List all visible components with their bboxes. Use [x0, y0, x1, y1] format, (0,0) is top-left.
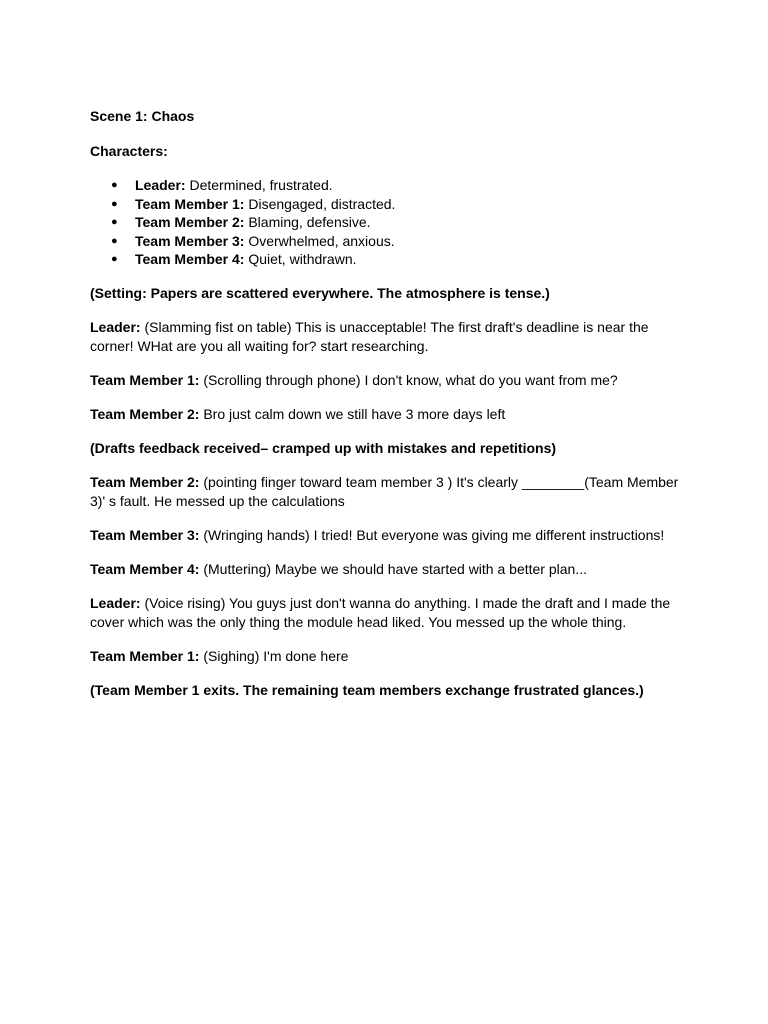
bullet-icon: ● — [111, 197, 118, 210]
character-desc: Quiet, withdrawn. — [244, 251, 357, 267]
character-desc: Blaming, defensive. — [244, 214, 371, 230]
speaker-label: Team Member 1: — [90, 371, 200, 388]
dialogue-line — [90, 405, 690, 424]
dialogue-text: Bro just calm down we still have 3 more days left — [199, 405, 506, 422]
bullet-icon: ● — [111, 179, 118, 191]
dialogue-line — [90, 594, 690, 632]
list-item — [90, 232, 690, 251]
speaker-label: Team Member 1: — [90, 647, 200, 664]
speaker-label: Team Member 2: — [90, 473, 200, 490]
character-name: Leader: — [135, 177, 186, 193]
stage-direction-setting: (Setting: Papers are scattered everywhere. The atmosphere is tense.) — [90, 284, 550, 301]
dialogue-line — [90, 318, 690, 356]
dialogue-text: (Slamming fist on table) This is unacceptable! The first draft's deadline is near the corner! WHat are you all waiting for? start researching. — [90, 318, 649, 354]
speaker-label: Team Member 2: — [90, 405, 200, 422]
scene-title: Scene 1: Chaos — [90, 108, 195, 124]
dialogue-text: (pointing finger toward team member 3 ) It's clearly ________(Team Member 3)' s fault. He messed up the calculations — [90, 473, 679, 509]
list-item — [90, 195, 690, 214]
dialogue-text: (Scrolling through phone) I don't know, what do you want from me? — [199, 371, 618, 388]
speaker-label: Team Member 4: — [90, 560, 200, 577]
stage-direction-feedback: (Drafts feedback received– cramped up with mistakes and repetitions) — [90, 439, 557, 456]
speaker-label: Team Member 3: — [90, 526, 200, 543]
characters-heading: Characters: — [90, 143, 168, 159]
dialogue-text: (Muttering) Maybe we should have started with a better plan... — [199, 560, 587, 577]
bullet-icon: ● — [111, 216, 118, 228]
dialogue-line — [90, 371, 690, 390]
character-desc: Disengaged, distracted. — [244, 195, 396, 212]
bullet-icon: ● — [111, 253, 118, 265]
dialogue-line — [90, 560, 690, 579]
dialogue-line — [90, 473, 690, 511]
dialogue-text: (Sighing) I'm done here — [199, 647, 349, 664]
list-item — [90, 250, 690, 269]
list-item — [90, 176, 690, 195]
characters-list — [90, 176, 690, 269]
list-item — [90, 213, 690, 232]
speaker-label: Leader: — [90, 318, 141, 335]
character-desc: Overwhelmed, anxious. — [244, 232, 395, 249]
character-name: Team Member 1: — [135, 195, 245, 212]
bullet-icon: ● — [111, 234, 118, 247]
dialogue-line — [90, 647, 690, 666]
stage-direction-exit: (Team Member 1 exits. The remaining team members exchange frustrated glances.) — [90, 681, 644, 698]
document-page — [90, 107, 690, 715]
character-desc: Determined, frustrated. — [185, 177, 333, 193]
character-name: Team Member 4: — [135, 251, 245, 267]
character-name: Team Member 2: — [135, 214, 245, 230]
dialogue-line — [90, 526, 690, 545]
dialogue-text: (Wringing hands) I tried! But everyone was giving me different instructions! — [199, 526, 665, 543]
character-name: Team Member 3: — [135, 232, 245, 249]
dialogue-text: (Voice rising) You guys just don't wanna do anything. I made the draft and I made the cover which was the only thing the module head liked. You messed up the whole thing. — [90, 594, 671, 630]
speaker-label: Leader: — [90, 594, 141, 611]
